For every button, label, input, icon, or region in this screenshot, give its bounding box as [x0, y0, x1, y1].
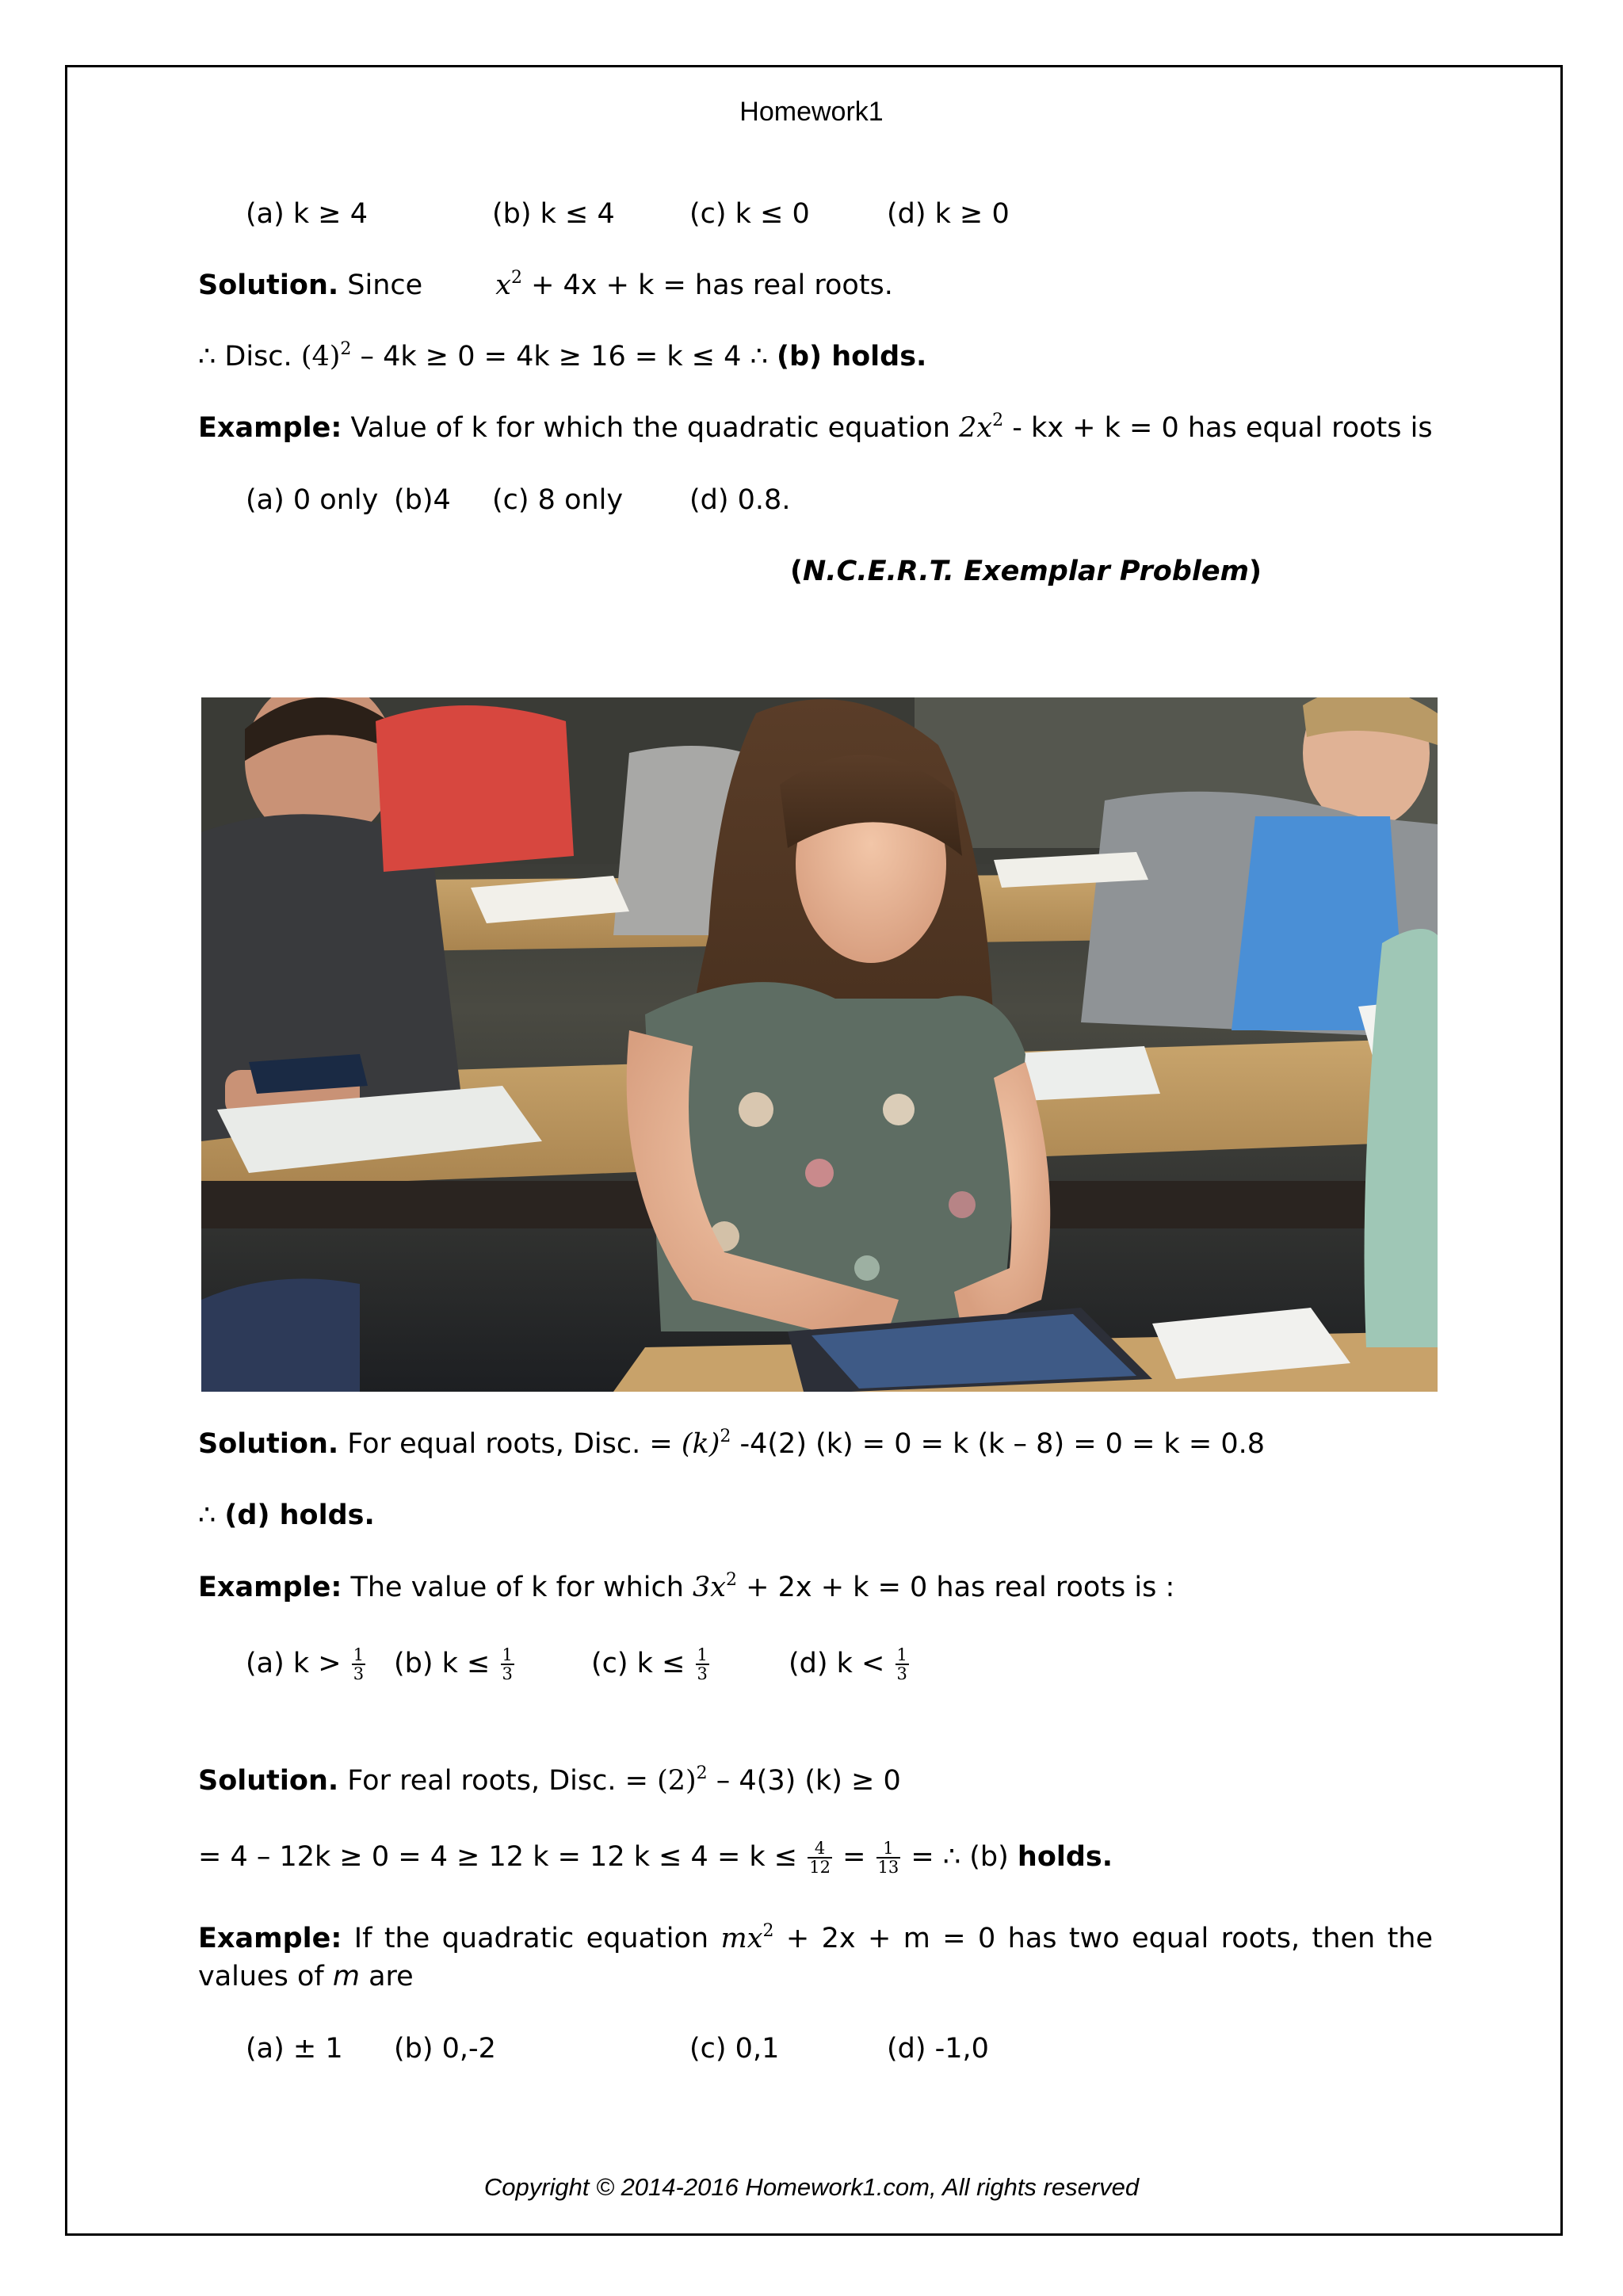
solution-3: Solution. For real roots, Disc. = $(2)^2 - 4(3) (k) \ge 0$ [198, 1763, 901, 1797]
solution-2: Solution. For equal roots, Disc. = $(k)^2$ -4(2) (k) = 0 = k (k – 8) = 0 = k = 0.8 [198, 1427, 1266, 1460]
solution-label: Solution. [198, 269, 339, 301]
classroom-photo [201, 697, 1438, 1392]
fraction: $\frac{1}{3}$ [697, 1645, 708, 1683]
solution-label: Solution. [198, 1428, 339, 1460]
fraction: $\frac{1}{3}$ [896, 1645, 907, 1683]
page-header: Homework1 [739, 97, 884, 127]
q4-option-b: (b) 0,-2 [394, 2033, 496, 2065]
solution-2-conclusion: ∴ (d) holds. [198, 1499, 375, 1531]
example-label: Example: [198, 412, 342, 444]
q2-option-b: (b)4 [394, 484, 451, 516]
fraction: $\frac{1}{3}$ [502, 1645, 513, 1683]
source-citation: (N.C.E.R.T. Exemplar Problem) [790, 556, 1262, 587]
q3-option-a: (a) k > $\frac{1}{3}$ [246, 1645, 365, 1683]
fraction: $\frac{1}{3}$ [353, 1645, 365, 1683]
example-label: Example: [198, 1572, 342, 1603]
solution-label: Solution. [198, 1765, 339, 1797]
q3-option-b: (b) k ≤ $\frac{1}{3}$ [394, 1645, 513, 1683]
example-2: Example: Value of k for which the quadratic equation $2x^2$ - kx + k = 0 has equal roots is [198, 411, 1433, 444]
q1-option-d: (d) k ≥ 0 [887, 198, 1010, 230]
solution-3-line-2: = 4 – 12k ≥ 0 = 4 ≥ 12 k = 12 k ≤ 4 = k ≤ $\frac{4}{12}$ = $\frac{1}{13}$ = ∴ (b) holds. [198, 1839, 1113, 1877]
solution-1-line-2: ∴ Disc. $(4)^2 - 4k \ge 0 = 4k \ge 16 = k \le 4$ ∴ (b) holds. [198, 339, 927, 372]
q4-option-a: (a) ± 1 [246, 2033, 343, 2065]
q2-option-a: (a) 0 only [246, 484, 379, 516]
example-4-line-1: Example: If the quadratic equation $mx^2 + 2x + m = 0$ has two equal roots, then the [198, 1921, 1434, 1954]
q4-option-c: (c) 0,1 [689, 2033, 780, 2065]
q1-option-a: (a) k ≥ 4 [246, 198, 368, 230]
q3-option-c: (c) k ≤ $\frac{1}{3}$ [591, 1645, 708, 1683]
fraction: $\frac{4}{12}$ [809, 1839, 831, 1877]
q4-option-d: (d) -1,0 [887, 2033, 989, 2065]
example-label: Example: [198, 1923, 342, 1954]
q1-option-b: (b) k ≤ 4 [492, 198, 615, 230]
example-3: Example: The value of k for which $3x^2 + 2x + k = 0$ has real roots is : [198, 1570, 1175, 1603]
example-4-line-2: values of m are [198, 1961, 414, 1992]
page-footer: Copyright © 2014-2016 Homework1.com, All rights reserved [483, 2173, 1140, 2201]
q2-option-d: (d) 0.8. [689, 484, 791, 516]
fraction: $\frac{1}{13}$ [877, 1839, 899, 1877]
q1-option-c: (c) k ≤ 0 [689, 198, 810, 230]
solution-1: Solution. Since $x^2 + 4x + k$ = has real roots. [198, 268, 893, 301]
q3-option-d: (d) k < $\frac{1}{3}$ [789, 1645, 907, 1683]
q2-option-c: (c) 8 only [492, 484, 624, 516]
